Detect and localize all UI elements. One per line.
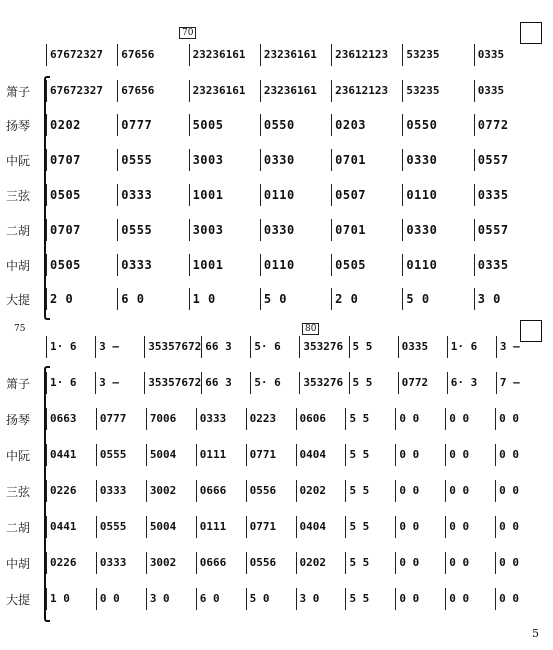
top-cell: 35357672: [144, 336, 201, 358]
measure-cell: 53235: [402, 80, 473, 102]
measure-cell: 0772: [474, 114, 545, 136]
measure-cell: 0 0: [445, 588, 495, 610]
top-line: [0, 44, 553, 66]
measure-cell: 0 0: [395, 444, 445, 466]
measure-cell: 66 3: [201, 372, 250, 394]
measure-cell: 0550: [260, 114, 331, 136]
measure-cell: 0 0: [395, 588, 445, 610]
measure-cell: 5 5: [345, 480, 395, 502]
measure-cell: 23612123: [331, 80, 402, 102]
measure-cell: 5 0: [260, 288, 331, 310]
measure-cell: 0505: [46, 254, 117, 276]
measure-cell: 0505: [331, 254, 402, 276]
page-number: 5: [532, 627, 539, 640]
measure-cell: 0223: [246, 408, 296, 430]
measure-cell: 0333: [117, 254, 188, 276]
instrument-row: [0, 552, 553, 574]
top-cell: 353276: [299, 336, 348, 358]
instrument-row: [0, 184, 553, 206]
measure-cell: 5 0: [246, 588, 296, 610]
top-cell: 67656: [117, 44, 188, 66]
instrument-name: 二胡: [6, 224, 31, 238]
measure-cell: 0555: [96, 444, 146, 466]
measure-cell: 0110: [402, 184, 473, 206]
top-cell: 67672327: [46, 44, 117, 66]
instrument-name: 三弦: [6, 189, 31, 203]
top-cell: 5· 6: [250, 336, 299, 358]
instrument-name: 中阮: [6, 154, 31, 168]
instrument-row: [0, 114, 553, 136]
measure-cell: 0 0: [395, 516, 445, 538]
measure-cell: 5 5: [345, 444, 395, 466]
measure-cell: 3 0: [296, 588, 346, 610]
instrument-name: 二胡: [6, 521, 31, 535]
measure-cell: 5 5: [345, 516, 395, 538]
measure-cell: 0202: [296, 480, 346, 502]
measure-cell: 0707: [46, 149, 117, 171]
measure-cell: 7006: [146, 408, 196, 430]
top-cell: 66 3: [201, 336, 250, 358]
instrument-row: [0, 288, 553, 310]
measure-cell: 0707: [46, 219, 117, 241]
measure-cell: 6 0: [117, 288, 188, 310]
measure-cell: 0771: [246, 444, 296, 466]
measure-cell: 0330: [260, 149, 331, 171]
top-cell: 0335: [474, 44, 545, 66]
measure-cell: 3 0: [146, 588, 196, 610]
instrument-name: 中阮: [6, 449, 31, 463]
measure-cell: 1001: [189, 254, 260, 276]
measure-cell: 0772: [398, 372, 447, 394]
measure-cell: 0555: [117, 149, 188, 171]
measure-cell: 0 0: [445, 516, 495, 538]
measure-cell: 353276: [299, 372, 348, 394]
measure-cell: 0777: [96, 408, 146, 430]
measure-cell: 0777: [117, 114, 188, 136]
measure-cell: 5004: [146, 444, 196, 466]
measure-cell: 0557: [474, 149, 545, 171]
instrument-row: [0, 372, 553, 394]
measure-cell: 1 0: [189, 288, 260, 310]
top-cell: 1· 6: [46, 336, 95, 358]
measure-cell: 0701: [331, 149, 402, 171]
instrument-name: 箫子: [6, 85, 31, 99]
measure-cell: 0333: [96, 552, 146, 574]
measure-cell: 0 0: [495, 516, 545, 538]
measure-cell: 0333: [117, 184, 188, 206]
measure-cell: 0335: [474, 80, 545, 102]
measure-cell: 0330: [402, 149, 473, 171]
top-cell: 23236161: [189, 44, 260, 66]
measure-cell: 5 0: [402, 288, 473, 310]
top-cell: 53235: [402, 44, 473, 66]
measure-cell: 0335: [474, 254, 545, 276]
measure-cell: 0333: [196, 408, 246, 430]
instrument-row: [0, 408, 553, 430]
measure-cell: 5 5: [349, 372, 398, 394]
measure-cell: 23236161: [189, 80, 260, 102]
measure-cell: 0110: [402, 254, 473, 276]
instrument-name: 扬琴: [6, 119, 31, 133]
instrument-row: [0, 516, 553, 538]
measure-cell: 0555: [96, 516, 146, 538]
instrument-row: [0, 149, 553, 171]
measure-cell: 5005: [189, 114, 260, 136]
measure-cell: 5 5: [345, 588, 395, 610]
measure-cell: 6 0: [196, 588, 246, 610]
measure-cell: 0556: [246, 552, 296, 574]
measure-cell: 0 0: [495, 444, 545, 466]
measure-cell: 0330: [260, 219, 331, 241]
measure-cell: 0110: [260, 254, 331, 276]
measure-cell: 0 0: [495, 552, 545, 574]
rehearsal-mark-80: 80: [302, 323, 319, 335]
measure-cell: 0555: [117, 219, 188, 241]
instrument-name: 扬琴: [6, 413, 31, 427]
instrument-row: [0, 219, 553, 241]
measure-cell: 0556: [246, 480, 296, 502]
measure-cell: 0 0: [395, 480, 445, 502]
measure-cell: 5 5: [345, 552, 395, 574]
measure-cell: 0701: [331, 219, 402, 241]
measure-cell: 0441: [46, 444, 96, 466]
top-cell: 23612123: [331, 44, 402, 66]
instrument-name: 三弦: [6, 485, 31, 499]
measure-cell: 35357672: [144, 372, 201, 394]
measure-number-75: 75: [14, 324, 26, 334]
top-cell: 0335: [398, 336, 447, 358]
measure-cell: 3002: [146, 480, 196, 502]
measure-cell: 5 5: [345, 408, 395, 430]
measure-cell: 0557: [474, 219, 545, 241]
instrument-name: 大提: [6, 593, 31, 607]
measure-cell: 0666: [196, 552, 246, 574]
measure-cell: 3002: [146, 552, 196, 574]
instrument-name: 大提: [6, 293, 31, 307]
measure-cell: 0 0: [395, 408, 445, 430]
measure-cell: 0550: [402, 114, 473, 136]
measure-cell: 0 0: [395, 552, 445, 574]
corner-box: [520, 22, 542, 44]
measure-cell: 2 0: [331, 288, 402, 310]
measure-cell: 0333: [96, 480, 146, 502]
measure-cell: 0110: [260, 184, 331, 206]
top-cell: 5 5: [349, 336, 398, 358]
measure-cell: 3003: [189, 149, 260, 171]
measure-cell: 0507: [331, 184, 402, 206]
measure-cell: 0404: [296, 444, 346, 466]
measure-cell: 1 0: [46, 588, 96, 610]
measure-cell: 3 0: [474, 288, 545, 310]
instrument-row: [0, 480, 553, 502]
measure-cell: 0 0: [445, 480, 495, 502]
measure-cell: 6· 3: [447, 372, 496, 394]
measure-cell: 5004: [146, 516, 196, 538]
measure-cell: 67656: [117, 80, 188, 102]
instrument-row: [0, 444, 553, 466]
top-cell: 1· 6: [447, 336, 496, 358]
measure-cell: 0330: [402, 219, 473, 241]
top-cell: 23236161: [260, 44, 331, 66]
measure-cell: 0203: [331, 114, 402, 136]
measure-cell: 0 0: [495, 408, 545, 430]
measure-cell: 0 0: [445, 552, 495, 574]
measure-cell: 0606: [296, 408, 346, 430]
measure-cell: 7 –: [496, 372, 545, 394]
measure-cell: 0505: [46, 184, 117, 206]
measure-cell: 2 0: [46, 288, 117, 310]
instrument-row: [0, 80, 553, 102]
measure-cell: 0226: [46, 480, 96, 502]
measure-cell: 0404: [296, 516, 346, 538]
measure-cell: 1· 6: [46, 372, 95, 394]
measure-cell: 0226: [46, 552, 96, 574]
instrument-name: 箫子: [6, 377, 31, 391]
measure-cell: 0 0: [495, 480, 545, 502]
measure-cell: 0111: [196, 444, 246, 466]
top-cell: 3 –: [496, 336, 545, 358]
instrument-row: [0, 588, 553, 610]
measure-cell: 0335: [474, 184, 545, 206]
measure-cell: 0441: [46, 516, 96, 538]
instrument-name: 中胡: [6, 259, 31, 273]
measure-cell: 0111: [196, 516, 246, 538]
measure-cell: 0663: [46, 408, 96, 430]
measure-cell: 0202: [296, 552, 346, 574]
measure-cell: 0666: [196, 480, 246, 502]
measure-cell: 67672327: [46, 80, 117, 102]
instrument-name: 中胡: [6, 557, 31, 571]
top-line: [0, 336, 553, 358]
measure-cell: 23236161: [260, 80, 331, 102]
instrument-row: [0, 254, 553, 276]
measure-cell: 3003: [189, 219, 260, 241]
measure-cell: 0 0: [445, 408, 495, 430]
measure-cell: 1001: [189, 184, 260, 206]
measure-cell: 0 0: [495, 588, 545, 610]
top-line-cells: [46, 44, 545, 66]
measure-cell: 0 0: [96, 588, 146, 610]
top-cell: 3 –: [95, 336, 144, 358]
measure-cell: 5· 6: [250, 372, 299, 394]
measure-cell: 0 0: [445, 444, 495, 466]
measure-cell: 3 –: [95, 372, 144, 394]
rehearsal-mark-70: 70: [179, 27, 196, 39]
measure-cell: 0771: [246, 516, 296, 538]
measure-cell: 0202: [46, 114, 117, 136]
